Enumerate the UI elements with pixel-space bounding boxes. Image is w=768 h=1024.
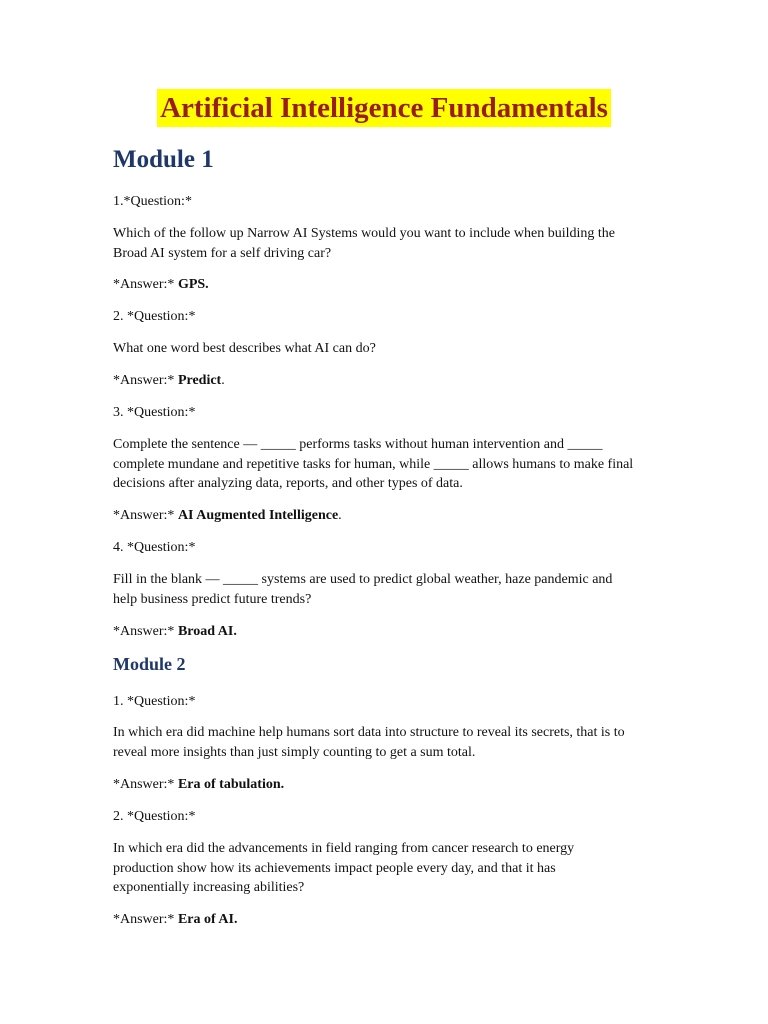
m2-q2-text-line2: production show how its achievements impact people every day, and that it has <box>113 860 556 876</box>
m1-q1-text-line1: Which of the follow up Narrow AI Systems would you want to include when building the <box>113 226 615 241</box>
m2-q1-text-line1: In which era did machine help humans sort data into structure to reveal its secrets, that is to <box>113 725 625 740</box>
m2-q1-label: 1. *Question:* <box>113 694 196 709</box>
m2-q2-text-line1: In which era did the advancements in field ranging from cancer research to energy <box>113 841 575 856</box>
m2-q1-answer-suffix: . <box>280 777 285 792</box>
m1-q2-answer <box>113 371 673 391</box>
m1-q1-text <box>113 224 673 263</box>
m1-q4-text <box>113 570 673 609</box>
m1-q2-text: What one word best describes what AI can do? <box>113 341 376 356</box>
m1-q2-answer-suffix: . <box>221 373 225 388</box>
m1-q3-text-line3: decisions after analyzing data, reports, and other types of data. <box>113 476 463 491</box>
m2-q2-label: 2. *Question:* <box>113 809 196 824</box>
m1-q3-answer-text: AI Augmented Intelligence <box>177 508 339 523</box>
m1-q4-text-line2: help business predict future trends? <box>113 591 312 607</box>
m1-q3-label: 3. *Question:* <box>113 405 196 420</box>
m2-q1-text-line2: reveal more insights than just simply counting to get a sum total. <box>113 744 476 760</box>
m1-q1-label: 1.*Question:* <box>113 194 192 209</box>
m1-q4-label: 4. *Question:* <box>113 540 196 555</box>
m1-q3-answer-prefix: *Answer:* <box>113 508 178 523</box>
m2-q2-answer-suffix: . <box>233 912 238 927</box>
m1-q3-answer <box>113 506 673 526</box>
m1-q1-answer-suffix: . <box>205 277 209 292</box>
m2-q1-answer-prefix: *Answer:* <box>113 777 178 792</box>
m1-q4-answer-suffix: . <box>233 624 237 639</box>
m1-q3-text-line2: complete mundane and repetitive tasks for human, while _____ allows humans to make final <box>113 456 634 472</box>
m2-q2-answer <box>113 910 673 930</box>
m2-q1-text <box>113 723 673 762</box>
m2-q2-text-line3: exponentially increasing abilities? <box>113 880 305 895</box>
m1-q3-text <box>113 435 673 494</box>
m1-q2-answer-prefix: *Answer:* <box>113 373 178 388</box>
m2-q1-answer <box>113 775 673 795</box>
m1-q1-text-line2: Broad AI system for a self driving car? <box>113 245 332 261</box>
module-2-heading: Module 2 <box>113 654 186 674</box>
m1-q4-answer-prefix: *Answer:* <box>113 624 178 639</box>
m1-q1-answer-prefix: *Answer:* <box>113 277 178 292</box>
m2-q2-answer-text: Era of AI <box>177 912 234 927</box>
m1-q4-answer <box>113 622 673 642</box>
module-1-heading: Module 1 <box>113 146 214 173</box>
m1-q1-answer-text: GPS <box>177 277 206 292</box>
m1-q4-answer-text: Broad AI <box>177 624 234 639</box>
m1-q4-text-line1: Fill in the blank — _____ systems are used to predict global weather, haze pandemic and <box>113 572 613 587</box>
m1-q2-label: 2. *Question:* <box>113 309 196 324</box>
m1-q3-text-line1: Complete the sentence — _____ performs tasks without human intervention and _____ <box>113 437 603 452</box>
m2-q1-answer-text: Era of tabulation <box>177 777 281 792</box>
m1-q1-answer <box>113 275 673 295</box>
m2-q2-answer-prefix: *Answer:* <box>113 912 178 927</box>
m1-q3-answer-suffix: . <box>338 508 342 523</box>
document-title-wrapper <box>0 89 768 127</box>
m1-q2-answer-text: Predict <box>177 373 222 388</box>
m2-q2-text <box>113 839 673 898</box>
document-title: Artificial Intelligence Fundamentals <box>157 89 611 127</box>
